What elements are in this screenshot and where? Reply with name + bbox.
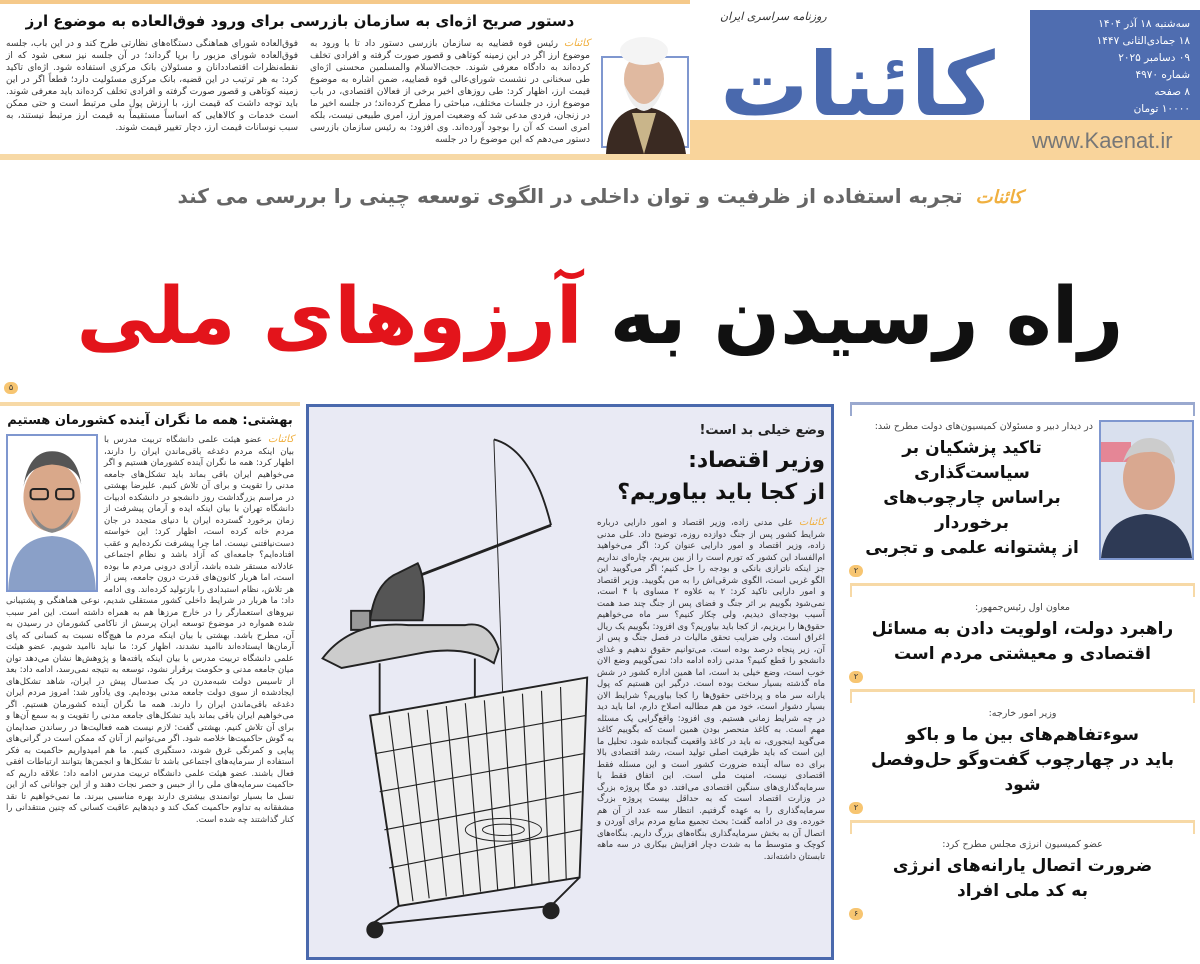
story-over-title: وزیر امور خارجه: [988,708,1057,719]
divider [850,402,1195,416]
story-title [851,617,1194,667]
left-article [0,402,300,826]
kicker-line [150,184,1050,208]
page-reference[interactable]: ۶ [849,908,863,920]
center-article-title[interactable] [597,445,825,509]
left-article-text: عضو هیئت علمی دانشگاه تربیت مدرس با بیان اینکه مردم دغدغه باقی‌ماندن ایران را دارند، اظهار کرد: همه ما نگران آینده کشورمان هستیم و اگر می‌خواهیم ایران باقی بماند باید تشکل‌های جامعه مدنی را تقویت و برای آن تلاش کنیم. علیرضا بهشتی در مراسم بزرگداشت روز دانشجو در دانشکده ادبیات دانشگاه تهران با بیان اینکه ایده و آرمان پیشرفت از زمان برخورد گسترده ایران با دنیای متجدد در جان مردم خانه کرده است، اظهار کرد: این خواسته دست‌نیافتنی نیست. اما چرا پیشرفت نکرده‌ایم و عقب افتاده‌ایم؟ جامعه‌ای که آزاد باشد و نظام اجتماعی عادلانه مستقر شده باشد، آزادی درونی مردم ما بوده است، اما هربار کانون‌های قدرت درون جامعه، پس از هر تلاش، نظام استبدادی را بازتولید کرده‌اند. وی ادامه داد: ما هربار در شرایط داخلی کشور مستقلی شدیم، نوعی هماهنگی و پشتیبانی نیروهای استعمارگر را در خارج مرزها هم به همراه داشته است. این امر سبب شده همواره در موضوع توسعه ایران پرسش از ناکامی کشورمان در رسیدن به آن، مطرح باشد. بهشتی با بیان اینکه مردم ما هیچ‌گاه نسبت به کسانی که پای آرمان‌ها ایستاده‌اند ناامید نشدند، اظهار کرد: ما نباید ناامید شویم. عضو هیئت علمی دانشگاه تربیت مدرس با بیان اینکه یافته‌ها و پژوهش‌ها نشان می‌دهد توان میان جامعه مدنی و حکومت برقرار نشود، توسعه به نتیجه نمی‌رسد، ادامه داد: بعد از تاسیس دولت شبه‌مدرن در یک صدسال پیش در ایران، شاهد تشکل‌های ایجادشده از سوی دولت جامعه مدنی بوده‌ایم. وی یادآور شد: امروز مردم ایران دغدغه باقی‌ماندن ایران را دارند. همه ما نگران آینده کشورمان هستیم. اگر می‌خواهیم ایران باقی بماند باید تشکل‌های جامعه مدنی را تقویت و به سمع آن‌ها و برای آن تلاش کنیم. بهشتی گفت: لازم نیست همه فعالیت‌ها در رساندن صدایمان به گوش حاکمیت‌ها خلاصه شود. اگر می‌توانیم از آنان که ممکن است در گرانی‌های پیاپی و کمرنگی غرق شوند، دستگیری کنیم. ما هم امیدواریم حاکمیت به فکر استفاده از سرمایه‌های اجتماعی باشد تا تشکل‌ها و انجمن‌ها بتوانند ارتباطات افقی فعال باشند. عضو هیئت علمی دانشگاه تربیت مدرس ادامه داد: علاقه داریم که حاکمیت سرمایه‌های ملی را از حبس و حصر نجات دهند و از این جوانانی که از این نسل ما بسیار توانمندی بیشتری دارند بهره مناسبی ببرند. ما نمی‌خواهیم تا نقد مشفقانه به تداوم حاکمیت کمک کند و دیدهایم عاقبت کسانی که چنین منتقدانی را کنار گذاشتند چه شده است. [6,435,294,825]
top-article-column-left: فوق‌العاده شورای هماهنگی دستگاه‌های نظارتی طرح کند و در این باب، جلسه فوق‌العاده شورای مزبور را برپا گرداند؛ در آن جلسه نیز سعی شود که از نقطه‌نظرات اقتصاددانان و مسئولان بانک مرکزی استفاده شود. اژه‌ای تاکید کرد: به هر ترتیب در این قضیه، بانک مرکزی مسئولیت دارد؛ قطعاً اگر در این زمینه کوتاهی و قصور صورت گرفته و افرادی تخلف کرده‌اند باید معرفی شوند. باید توجه داشت که قیمت ارز، با ارزش پول ملی مرتبط است و حتی ممکن است خدمات و کالاهایی که اساساً مستقیماً به قیمت ارز مرتبط نیستند، به سبب نوسانات قیمت ارز، دچار تغییر قیمت شوند. [6,39,298,133]
newspaper-logo[interactable]: کائنات [720,33,995,136]
story-title [851,854,1194,904]
title-line-2: از کجا باید بیاوریم؟ [617,480,825,505]
title-line: اقتصادی و معیشتی مردم است [894,644,1151,664]
page-reference[interactable]: ۲ [849,671,863,683]
center-article-text: علی مدنی زاده، وزیر اقتصاد و امور دارایی درباره شرایط کشور پس از جنگ دوازده روزه، توضیح داد. علی مدنی زاده، وزیر اقتصاد و امور دارایی عنوان کرد: اگر می‌خواهید ام‌الفساد این کشور که تورم است را از بین ببریم، چاره‌ای نداریم جز اینکه ناترازی بانکی و بودجه را حل کنیم؛ اگر می‌گویید این الگو غربی است، الگوی شرقی‌اش را به من بگویید. وزیر اقتصاد و امور دارایی تاکید کرد: ۲ به علاوه ۲ مساوی با ۴ است، نمی‌شود بگوییم بر اثر جنگ و فضای پس از جنگ چند صد همت آسیب بودجه‌ای دیدیم، ولی چکار کنیم؟ سر ماه می‌خواهیم حقوق‌ها را بریزیم، از کجا باید بیاوریم؟ وی افزود: بگوییم یک ریال اغراق است. ولی ضرایب تحقق مالیات در فصل جنگ و پس از آن، زیر پنجاه درصد بوده است. می‌توانیم حقوق ندهیم و غذای دانشجو را قطع کنیم؟ مدنی زاده ادامه داد: نمی‌گوییم وضع الان خوب است، وضع خیلی بد است، اما همین اداره کشور در شش ماه گذشته بسیار سخت بوده است. درگیر این هستیم که پول یارانه سر ماه و پرداختی حقوق‌ها را کجا بیاوریم؟ شرایط الان بسیار دشوار است، خود من هم مطالبه اصلاح دارم، اما باید دید در چه شرایط زمانی هستیم. وی افزود: واقع‌گرایی یک مسئله مهم است. به کاغذ منحصر بودن همین است که بگوییم کاغذ می‌گوید اینجوری، نه باید در کاغذ واقعیت گنجانده شود. تحلیل ما این است که باید ظرفیت اصلی تولید است، رشد اقتصادی بالا برای ده ساله آینده ضرورت کشور است و این مسئله فقط اقتصادی نیست، امنیت ملی است. این اتفاق فقط با سرمایه‌گذاری‌های سنگین اقتصادی می‌افتد. دو مگا پروژه بزرگ در وزارت اقتصاد است که به حداقل بیست پروژه بزرگ سرمایه‌گذاری را به عهده گرفتیم. انتظار سه عدد از آن هم خورده. وی در ادامه گفت: بحث تجمیع منابع مردم برای آوردن و اتصال آن به بخش سرمایه‌گذاری بنگاه‌های بزرگ داریم. بنگاه‌های کوچک و متوسط ما به شدت دچار افزایش بیکاری در سه ماهه تابستان داشته‌اند. [597,518,825,862]
news-story-4[interactable] [845,834,1200,906]
story-over-title: معاون اول رئیس‌جمهور: [975,602,1070,613]
news-story-1[interactable] [845,416,1200,563]
news-story-3[interactable] [845,703,1200,800]
date-hijri: ۱۸ جمادی‌الثانی ۱۴۴۷ [1096,35,1190,47]
top-article-column-right [310,38,590,146]
divider [850,689,1195,703]
official-photo [598,29,690,154]
center-article-body [597,517,825,863]
story-over-title: عضو کمیسیون انرژی مجلس مطرح کرد: [942,839,1103,850]
center-article-over-title: وضع خیلی بد است! [699,423,825,438]
story-title [851,723,1194,798]
author-photo [6,434,98,592]
title-line: تاکید پزشکیان بر سیاست‌گذاری [902,438,1042,483]
page-reference[interactable]: ۵ [4,382,18,394]
top-article [0,0,690,160]
story-over-title: در دیدار دبیر و مسئولان کمیسیون‌های دولت مطرح شد: [874,421,1093,432]
main-headline[interactable] [40,245,1160,390]
cartoon-shopping-cart-fishing [313,417,591,957]
page-count: ۸ صفحه [1154,86,1190,98]
president-photo [1099,420,1194,560]
story-title [851,436,1093,561]
tagline: روزنامه سراسری ایران [720,10,827,23]
date-persian: سه‌شنبه ۱۸ آذر ۱۴۰۴ [1098,18,1190,30]
title-line: از پشتوانه علمی و تجربی [865,538,1079,558]
date-gregorian: ۰۹ دسامبر ۲۰۲۵ [1118,52,1190,64]
price: ۱۰۰۰۰ تومان [1133,103,1190,115]
masthead [690,0,1200,160]
divider [850,583,1195,597]
title-line: براساس چارچوب‌های برخوردار [883,488,1061,533]
headline-part-red: آرزوهای ملی [76,272,583,362]
headline-part-black: راه رسیدن به [609,272,1124,362]
issue-info-box [1030,10,1200,120]
brand-badge: کائنات [563,38,590,49]
issue-number: شماره ۴۹۷۰ [1135,69,1190,81]
title-line-1: وزیر اقتصاد: [688,448,825,473]
title-line: سوءتفاهم‌های بین ما و باکو [905,725,1140,745]
website-url[interactable]: www.Kaenat.ir [1032,128,1173,153]
right-news-column [845,402,1200,926]
divider [850,820,1195,834]
page-reference[interactable]: ۲ [849,565,863,577]
kicker-text[interactable]: تجربه استفاده از ظرفیت و توان داخلی در الگوی توسعه چینی را بررسی می کند [177,184,963,208]
page-reference[interactable]: ۲ [849,802,863,814]
center-feature-box [306,404,834,960]
title-line: راهبرد دولت، اولویت دادن به مسائل [871,619,1174,639]
brand-badge: کائنات [267,434,294,445]
title-line: به کد ملی افراد [957,881,1088,901]
top-article-text: رئیس قوه قضاییه به سازمان بازرسی دستور داد تا با ورود به موضوع ارز اگر در این زمینه کوتاهی و قصور صورت گرفته و افرادی تخلف کرده‌اند به دادگاه معرفی شوند. حجت‌الاسلام والمسلمین محسنی اژه‌ای طی سخنانی در نشست شورای‌عالی قوه قضاییه، ضمن اشاره به موضوع قیمت ارز، اظهار کرد: طی روزهای اخیر برخی از فعالان اقتصادی، در باب موضوع ارز، در جلسات مختلف، مباحثی را مطرح کرده‌اند؛ در جلسه اخیر ما در زنجان، فردی مدعی شد که وضعیت امروز ارز، امری طبیعی نیست، بلکه امری است که آن را بوجود آورده‌اند. وی افزود: به رئیس سازمان بازرسی دستور می‌دهم که این موضوع را در جلسه [310,39,590,145]
brand-badge: کائنات [798,517,825,528]
top-article-title[interactable]: دستور صریح اژه‌ای به سازمان بازرسی برای ورود فوق‌العاده به موضوع ارز [25,12,575,30]
center-article [593,407,831,869]
title-line: ضرورت اتصال یارانه‌های انرژی [892,856,1153,876]
news-story-2[interactable] [845,597,1200,669]
brand-badge: کائنات [975,187,1023,208]
left-article-title[interactable]: بهشتی: همه ما نگران آینده کشورمان هستیم [7,413,293,428]
title-line: باید در چهارچوب گفت‌وگو حل‌وفصل شود [870,750,1175,795]
